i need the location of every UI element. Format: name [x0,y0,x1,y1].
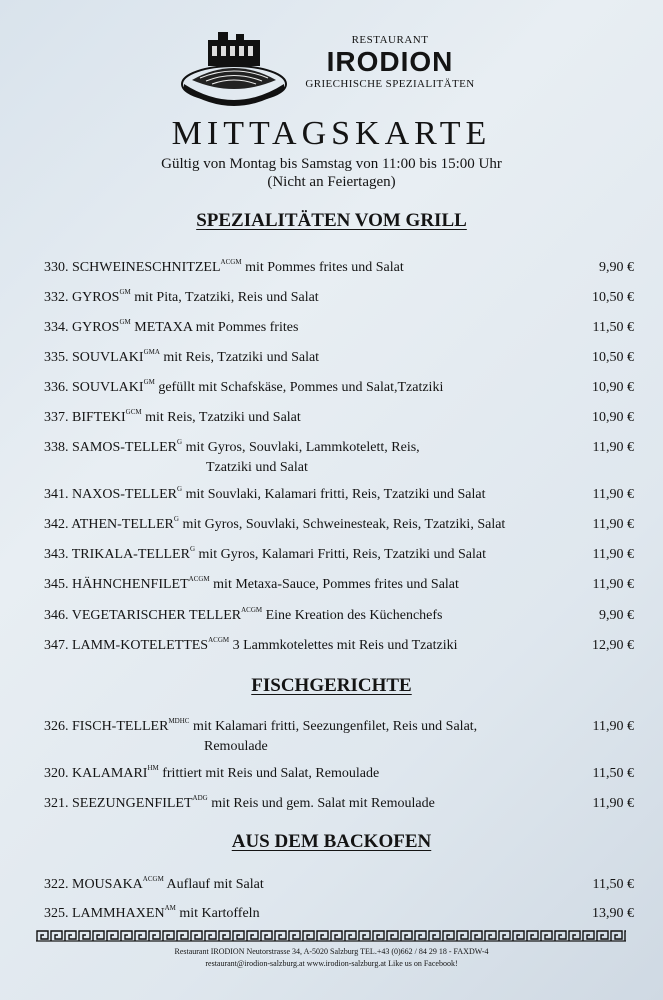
validity-line-1: Gültig von Montag bis Samstag von 11:00 bis 15:00 Uhr [161,156,502,172]
item-number: 321. [44,796,69,811]
item-number: 334. [44,320,69,335]
item-allergens: GMA [143,348,160,356]
item-number: 341. [44,487,69,502]
item-allergens: ACGM [220,258,242,266]
item-name: SOUVLAKI [72,380,144,395]
item-description: mit Pita, Tzatziki, Reis und Salat [134,290,319,305]
item-number: 345. [44,577,69,592]
menu-item [44,258,634,278]
item-number: 330. [44,260,69,275]
item-price: 9,90 € [599,608,634,623]
item-number: 335. [44,350,69,365]
item-name: BIFTEKI [72,410,126,425]
item-name: SCHWEINESCHNITZEL [72,260,221,275]
item-allergens: G [177,485,183,493]
item-description-continued: Remoulade [204,739,268,754]
item-description: mit Gyros, Souvlaki, Schweinesteak, Reis, Tzatziki, Salat [182,517,506,532]
item-description: mit Reis und gem. Salat mit Remoulade [211,796,435,811]
item-allergens: G [173,515,179,523]
menu-header [0,20,663,110]
item-description: Auflauf mit Salat [166,877,264,892]
item-price: 11,90 € [592,577,634,592]
item-description-continued: Tzatziki und Salat [206,460,308,475]
item-price: 13,90 € [592,906,634,921]
section-title-grill: SPEZIALITÄTEN VOM GRILL [196,210,467,231]
item-description: frittiert mit Reis und Salat, Remoulade [162,766,380,781]
item-price: 11,50 € [592,320,634,335]
item-name: FISCH-TELLER [72,719,169,734]
item-description: mit Reis, Tzatziki und Salat [163,350,320,365]
restaurant-name: IRODION [326,46,454,77]
item-price: 11,90 € [592,440,634,455]
menu-item [44,318,634,338]
item-price: 12,90 € [592,638,634,653]
item-number: 322. [44,877,69,892]
item-number: 347. [44,638,69,653]
item-name: SOUVLAKI [72,350,144,365]
item-price: 10,90 € [592,410,634,425]
item-number: 320. [44,766,69,781]
item-allergens: HM [147,764,159,772]
item-name: MOUSAKA [72,877,143,892]
item-name: SAMOS-TELLER [72,440,177,455]
item-description: METAXA mit Pommes frites [134,320,299,335]
item-number: 332. [44,290,69,305]
item-allergens: ACGM [142,875,164,883]
item-description: mit Gyros, Kalamari Fritti, Reis, Tzatziki und Salat [198,547,486,562]
item-allergens: ACGM [208,636,230,644]
item-price: 11,90 € [592,517,634,532]
item-description: Eine Kreation des Küchenchefs [265,608,443,623]
menu-item [44,717,634,757]
item-description: mit Pommes frites und Salat [245,260,404,275]
item-price: 11,90 € [592,547,634,562]
restaurant-subtitle: GRIECHISCHE SPEZIALITÄTEN [305,78,475,90]
validity-line-2: (Nicht an Feiertagen) [267,174,396,190]
item-description: gefüllt mit Schafskäse, Pommes und Salat,Tzatziki [158,380,444,395]
menu-item [44,904,634,924]
footer [0,946,663,970]
item-price: 9,90 € [599,260,634,275]
menu-item [44,875,634,895]
item-name: GYROS [72,290,120,305]
item-allergens: MDHC [168,717,190,725]
menu-item [44,636,634,656]
menu-item [44,764,634,784]
menu-item [44,438,634,478]
menu-item [44,545,634,565]
item-price: 11,90 € [592,719,634,734]
item-description: mit Metaxa-Sauce, Pommes frites und Salat [213,577,459,592]
item-allergens: G [189,545,196,553]
item-description: mit Reis, Tzatziki und Salat [145,410,301,425]
greek-key-border [36,930,626,942]
item-allergens: AM [164,904,176,912]
footer-contact: restaurant@irodion-salzburg.at www.irodion-salzburg.at Like us on Facebook! [205,959,458,968]
menu-item [44,575,634,595]
item-allergens: GM [119,318,131,326]
section-title-oven: AUS DEM BACKOFEN [231,831,432,852]
item-price: 11,90 € [592,487,634,502]
section-title-fish: FISCHGERICHTE [251,675,412,696]
item-allergens: GCM [125,408,142,416]
item-number: 343. [44,547,69,562]
menu-item [44,288,634,308]
item-description: mit Kartoffeln [179,906,260,921]
restaurant-brand [290,34,490,90]
amphitheater-logo-icon [178,28,290,110]
item-number: 342. [44,517,69,532]
item-name: TRIKALA-TELLER [71,547,190,562]
menu-item [44,515,634,535]
item-number: 346. [44,608,69,623]
item-allergens: G [177,438,183,446]
menu-item [44,794,634,814]
item-number: 336. [44,380,69,395]
item-price: 11,50 € [592,877,634,892]
validity-note [0,155,663,191]
item-allergens: GM [119,288,131,296]
item-name: GYROS [72,320,120,335]
item-price: 10,90 € [592,380,634,395]
item-price: 10,50 € [592,350,634,365]
item-name: LAMM-KOTELETTES [72,638,209,653]
item-number: 326. [44,719,69,734]
restaurant-label: RESTAURANT [351,34,429,46]
menu-item [44,408,634,428]
item-allergens: GM [143,378,155,386]
item-description: mit Kalamari fritti, Seezungenfilet, Reis und Salat, [192,719,478,734]
item-name: NAXOS-TELLER [72,487,177,502]
menu-item [44,378,634,398]
item-description: mit Souvlaki, Kalamari fritti, Reis, Tzatziki und Salat [185,487,486,502]
item-name: KALAMARI [72,766,148,781]
item-description: 3 Lammkotelettes mit Reis und Tzatziki [232,638,458,653]
item-number: 338. [44,440,69,455]
item-price: 11,50 € [592,766,634,781]
item-name: ATHEN-TELLER [71,517,174,532]
item-name: HÄHNCHENFILET [72,577,189,592]
item-name: VEGETARISCHER TELLER [71,608,242,623]
menu-title: MITTAGSKARTE [171,115,492,152]
footer-address: Restaurant IRODION Neutorstrasse 34, A-5020 Salzburg TEL.+43 (0)662 / 84 29 18 - FAXDW-4 [174,947,489,956]
item-allergens: ACGM [188,575,210,583]
menu-item [44,348,634,368]
item-number: 325. [44,906,69,921]
menu-item [44,606,634,626]
item-number: 337. [44,410,69,425]
menu-item [44,485,634,505]
item-description: mit Gyros, Souvlaki, Lammkotelett, Reis, [185,440,420,455]
item-allergens: ACGM [241,606,263,614]
item-price: 10,50 € [592,290,634,305]
item-price: 11,90 € [592,796,634,811]
item-name: SEEZUNGENFILET [72,796,193,811]
item-allergens: ADG [192,794,208,802]
item-name: LAMMHAXEN [72,906,165,921]
